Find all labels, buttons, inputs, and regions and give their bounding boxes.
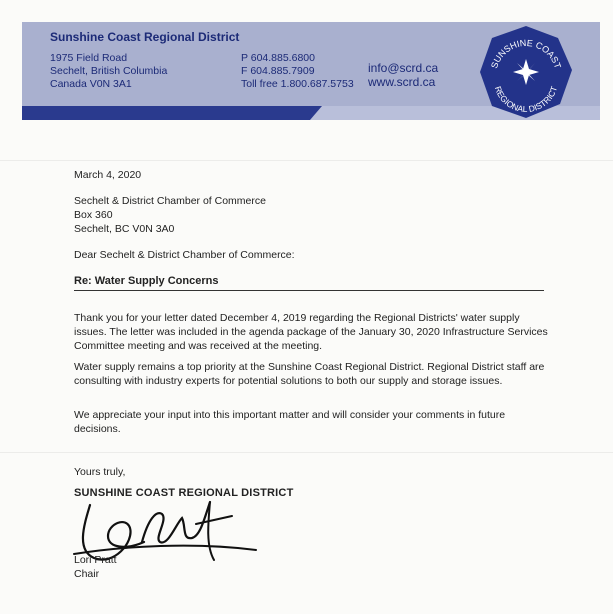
letterhead-org-name: Sunshine Coast Regional District (50, 30, 240, 44)
body-paragraph: Water supply remains a top priority at the Sunshine Coast Regional District. Regional District staff are consulting with industry experts for potential solutions to both our supply and storage issues. (74, 361, 545, 387)
recipient-line: Box 360 (74, 209, 113, 221)
svg-text:REGIONAL DISTRICT: REGIONAL DISTRICT (492, 84, 560, 115)
signer-block (74, 553, 117, 581)
body-paragraph: We appreciate your input into this important matter and will consider your comments in future decisions. (74, 409, 506, 435)
svg-text:SUNSHINE COAST: SUNSHINE COAST (489, 37, 563, 70)
body-paragraph: Thank you for your letter dated December 4, 2019 regarding the Regional Districts' water supply issues. The letter was included in the agenda package of the January 30, 2020 Infrastructure Services Committee meeting and was received at the meeting. (74, 312, 548, 352)
letterhead-stripe-accent (22, 106, 322, 120)
signer-title: Chair (74, 568, 100, 580)
closing: Yours truly, (74, 466, 126, 478)
paper-fold (0, 452, 613, 453)
email-link[interactable]: info@scrd.ca (368, 61, 439, 75)
letterhead-phone: P 604.885.6800 F 604.885.7909 Toll free 1.800.687.5753 (241, 52, 354, 90)
letterhead-address: 1975 Field Road Sechelt, British Columbia Canada V0N 3A1 (50, 52, 168, 90)
recipient-line: Sechelt, BC V0N 3A0 (74, 223, 175, 235)
salutation: Dear Sechelt & District Chamber of Commerce: (74, 249, 295, 261)
subject-underline (74, 290, 544, 291)
closing-org: SUNSHINE COAST REGIONAL DISTRICT (74, 487, 294, 499)
signer-name: Lori Pratt (74, 554, 117, 566)
letter-date: March 4, 2020 (74, 169, 142, 181)
scrd-logo-seal (478, 24, 574, 120)
website-link[interactable]: www.scrd.ca (368, 75, 436, 89)
subject-line: Re: Water Supply Concerns (74, 275, 219, 287)
paper-fold (0, 160, 613, 161)
letterhead-contact[interactable] (368, 61, 438, 89)
recipient-line: Sechelt & District Chamber of Commerce (74, 195, 266, 207)
